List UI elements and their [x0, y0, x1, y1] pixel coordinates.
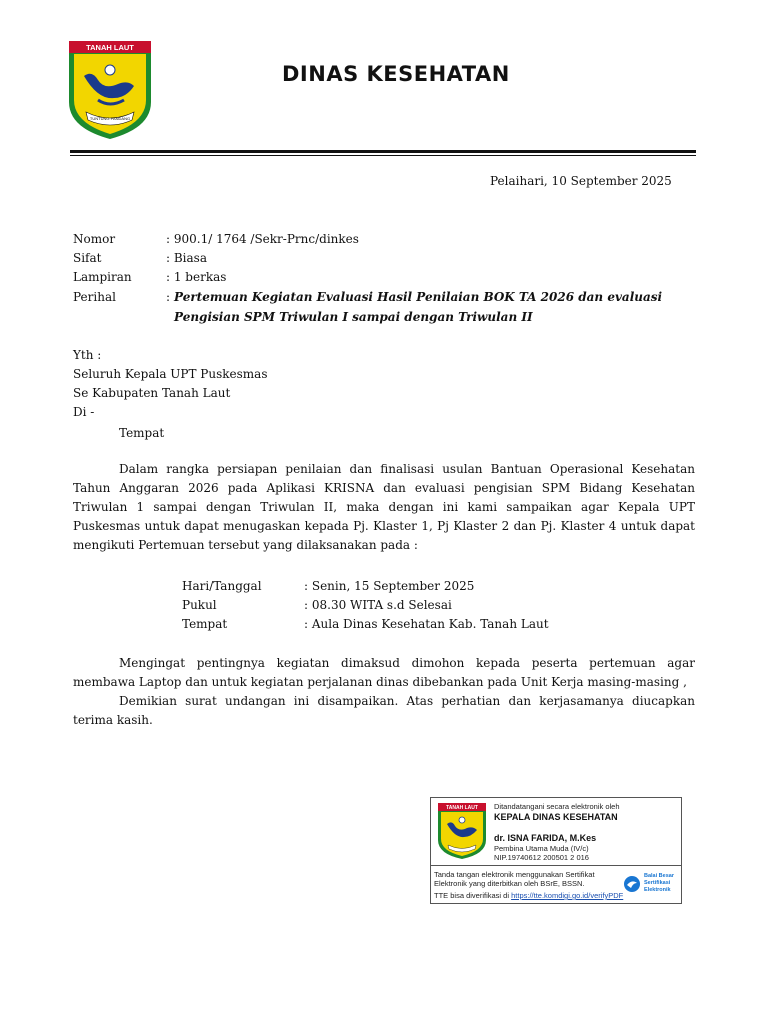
- signer-name: dr. ISNA FARIDA, M.Kes: [494, 833, 597, 843]
- perihal-line-2: Pengisian SPM Triwulan I sampai dengan Triwulan II: [174, 310, 533, 324]
- recipient-line-2: Se Kabupaten Tanah Laut: [73, 386, 231, 400]
- logo-ribbon-text: TUNTUNG PANDANG: [89, 116, 131, 121]
- lampiran-label: Lampiran: [73, 270, 132, 284]
- signer-rank: Pembina Utama Muda (IV/c): [494, 844, 589, 853]
- tanah-laut-emblem-logo: [68, 40, 152, 140]
- organization-title: DINAS KESEHATAN: [282, 62, 510, 86]
- body-paragraph-3: Demikian surat undangan ini disampaikan. Atas perhatian dan kerjasamanya diucapkan terima kasih.: [73, 694, 695, 727]
- event-day-value: : Senin, 15 September 2025: [304, 579, 475, 593]
- place-and-date: Pelaihari, 10 September 2025: [490, 174, 672, 188]
- bsre-line-3: Elektronik: [644, 887, 671, 893]
- event-day-label: Hari/Tanggal: [182, 579, 262, 593]
- signature-logo-text: TANAH LAUT: [446, 805, 478, 811]
- nomor-value: : 900.1/ 1764 /Sekr-Prnc/dinkes: [166, 232, 359, 246]
- sifat-label: Sifat: [73, 251, 102, 265]
- bsre-emblem-icon: [623, 875, 641, 893]
- recipient-yth: Yth :: [73, 348, 102, 362]
- bsre-logo: [623, 872, 678, 896]
- cert-note-line-1: Tanda tangan elektronik menggunakan Sertifikat: [434, 870, 595, 879]
- signer-nip: NIP.19740612 200501 2 016: [494, 853, 589, 862]
- recipient-tempat: Tempat: [119, 426, 165, 440]
- sifat-value: : Biasa: [166, 251, 207, 265]
- nomor-label: Nomor: [73, 232, 116, 246]
- body-paragraph-2: Mengingat pentingnya kegiatan dimaksud dimohon kepada peserta pertemuan agar membawa Laptop dan untuk kegiatan perjalanan dinas dibebankan pada Unit Kerja masing-masing ,: [73, 656, 695, 689]
- perihal-label: Perihal: [73, 290, 116, 304]
- event-time-value: : 08.30 WITA s.d Selesai: [304, 598, 452, 612]
- body-paragraph-1: Dalam rangka persiapan penilaian dan finalisasi usulan Bantuan Operasional Kesehatan Tahun Anggaran 2026 pada Aplikasi KRISNA dan evaluasi pengisian SPM Bidang Kesehatan Triwulan 1 sampai dengan Triwulan II, maka dengan ini kami sampaikan agar Kepala UPT Puskesmas untuk dapat menugaskan kepada Pj. Klaster 1, Pj Klaster 2 dan Pj. Klaster 4 untuk dapat mengikuti Pertemuan tersebut yang dilaksanakan pada :: [73, 462, 695, 552]
- verify-prefix: TTE bisa diverifikasi di: [434, 891, 512, 900]
- header-rule-thick: [70, 150, 696, 153]
- signer-position: KEPALA DINAS KESEHATAN: [494, 812, 618, 822]
- verify-note: [434, 891, 623, 900]
- perihal-line-1: Pertemuan Kegiatan Evaluasi Hasil Penilaian BOK TA 2026 dan evaluasi: [174, 290, 663, 304]
- event-time-label: Pukul: [182, 598, 217, 612]
- signature-emblem-logo: [437, 802, 487, 860]
- signature-divider: [430, 865, 682, 866]
- logo-top-text: TANAH LAUT: [86, 43, 134, 52]
- lampiran-value: : 1 berkas: [166, 270, 227, 284]
- header-rule-thin: [70, 155, 696, 156]
- signed-by-note: Ditandatangani secara elektronik oleh: [494, 802, 620, 811]
- event-place-label: Tempat: [182, 617, 228, 631]
- perihal-colon: :: [166, 290, 171, 304]
- cert-note-line-2: Elektronik yang diterbitkan oleh BSrE, BSSN.: [434, 879, 585, 888]
- recipient-di: Di -: [73, 405, 95, 419]
- bsre-line-2: Sertifikasi: [644, 880, 671, 886]
- event-place-value: : Aula Dinas Kesehatan Kab. Tanah Laut: [304, 617, 549, 631]
- bsre-line-1: Balai Besar: [644, 873, 674, 879]
- recipient-line-1: Seluruh Kepala UPT Puskesmas: [73, 367, 268, 381]
- verify-link[interactable]: https://tte.komdigi.go.id/verifyPDF: [511, 891, 624, 900]
